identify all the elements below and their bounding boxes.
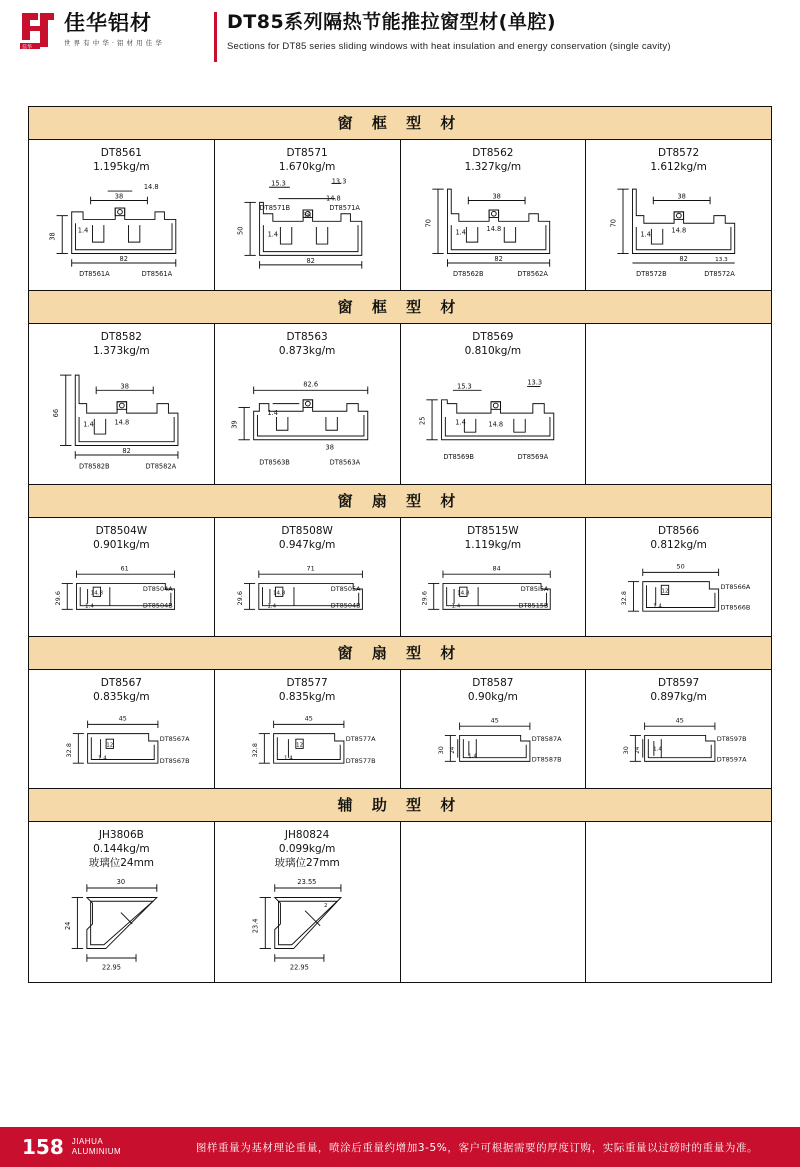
dim-label: 12 — [106, 742, 114, 749]
profile-cell-empty — [401, 822, 587, 982]
part-label: DT8587A — [531, 735, 562, 744]
profile-drawing — [219, 358, 396, 474]
profile-cell-dt8504w[interactable] — [29, 518, 215, 636]
profile-drawing — [219, 704, 396, 778]
profile-cell-dt8577[interactable] — [215, 670, 401, 788]
footer-brand — [0, 1127, 168, 1167]
part-label: DT8587B — [531, 755, 562, 764]
profile-cell-dt8571[interactable] — [215, 140, 401, 290]
section-band-3: 窗 扇 型 材 — [29, 485, 771, 518]
dim-label: 39 — [230, 420, 239, 430]
profile-drawing — [33, 871, 210, 975]
dim-label: 14.8 — [456, 590, 469, 597]
profile-code: DT8504W — [95, 525, 148, 537]
profile-code: DT8597 — [658, 677, 700, 689]
part-label: DT8571B — [259, 204, 290, 213]
profile-cell-dt8582[interactable] — [29, 324, 215, 484]
part-label: DT8515B — [518, 601, 548, 610]
dim-label: 71 — [306, 564, 315, 573]
table-row — [29, 822, 771, 982]
profile-cell-dt8566[interactable] — [586, 518, 771, 636]
part-label: DT85I5A — [520, 585, 548, 594]
profile-weight: 1.195kg/m — [93, 161, 150, 174]
dim-label: 61 — [120, 564, 129, 573]
profile-drawing — [33, 174, 210, 280]
svg-text:佳华: 佳华 — [22, 44, 33, 50]
part-label: DT8504B — [142, 601, 173, 610]
profile-cell-jh80824[interactable] — [215, 822, 401, 982]
dim-label: 1.4 — [267, 230, 278, 239]
dim-label: 45 — [490, 716, 499, 725]
dim-label: 1.4 — [454, 228, 466, 237]
dim-label: 24 — [63, 921, 72, 930]
profile-note: 玻璃位27mm — [274, 857, 340, 870]
profile-code: DT8508W — [281, 525, 333, 537]
dim-label: 15.3 — [270, 179, 286, 188]
profile-weight: 1.612kg/m — [650, 161, 707, 174]
dim-label: 13.3 — [526, 378, 542, 387]
profile-weight: 0.099kg/m — [278, 843, 336, 856]
dim-label: 23.55 — [297, 877, 317, 886]
dim-label: 38 — [48, 232, 57, 242]
dim-label: 22.95 — [289, 962, 309, 971]
profile-weight: 0.835kg/m — [278, 691, 336, 704]
dim-label: 45 — [118, 714, 127, 723]
dim-label: 1.4 — [653, 746, 663, 753]
profile-cell-dt8587[interactable] — [401, 670, 587, 788]
part-label: DT8582B — [78, 462, 110, 471]
part-label: DT8571A — [329, 204, 360, 213]
dim-label: 45 — [675, 716, 685, 725]
profile-cell-dt8597[interactable] — [586, 670, 771, 788]
brand-logo — [18, 10, 210, 50]
dim-label: 14.8 — [487, 420, 503, 429]
part-label: DT8577A — [345, 735, 376, 744]
dim-label: 24 — [635, 747, 642, 755]
dim-label: 82 — [119, 255, 128, 264]
dim-label: 38 — [120, 382, 129, 391]
logo-chinese-name: 佳华铝材 — [64, 11, 152, 35]
dim-label: 29.6 — [53, 591, 62, 606]
dim-label: 38 — [302, 211, 311, 220]
profile-drawing — [405, 358, 582, 474]
profile-weight: 0.90kg/m — [467, 691, 518, 704]
profile-weight: 1.670kg/m — [278, 161, 336, 174]
footer-brand-line2: ALUMINIUM — [71, 1147, 122, 1156]
logo-tagline: 世 界 有 中 华 · 铝 材 用 佳 华 — [64, 39, 163, 47]
profile-weight: 0.947kg/m — [278, 539, 336, 552]
part-label: DT8569A — [517, 453, 548, 462]
profile-code: DT8515W — [467, 525, 519, 537]
profile-cell-dt8508w[interactable] — [215, 518, 401, 636]
part-label: DT8562B — [452, 270, 484, 279]
page-header — [0, 0, 800, 72]
part-label: DT8597B — [717, 735, 747, 744]
dim-label: 82 — [306, 257, 315, 266]
profile-code: JH80824 — [284, 829, 330, 841]
profile-code: DT8563 — [286, 331, 328, 343]
profile-code: DT8562 — [472, 147, 514, 159]
part-label: DT8572B — [636, 270, 667, 279]
profile-weight: 0.835kg/m — [93, 691, 150, 704]
profile-weight: 0.873kg/m — [278, 345, 336, 358]
profile-cell-dt8561[interactable] — [29, 140, 215, 290]
part-label: DT8563B — [259, 458, 290, 467]
dim-label: 23.4 — [251, 917, 260, 933]
profile-drawing — [405, 704, 582, 778]
part-label: DT8572A — [704, 270, 736, 279]
profile-cell-dt8567[interactable] — [29, 670, 215, 788]
profile-code: DT8582 — [100, 331, 142, 343]
profile-code: DT8566 — [658, 525, 700, 537]
profile-drawing — [405, 552, 582, 626]
table-row — [29, 518, 771, 637]
dim-label: 1.4 — [454, 418, 466, 427]
part-label: DT8597A — [717, 755, 747, 764]
profile-code: JH3806B — [98, 829, 144, 841]
dim-label: 14.8 — [114, 418, 130, 427]
part-label: DT8567B — [159, 757, 190, 766]
profile-weight: 1.373kg/m — [93, 345, 150, 358]
profile-weight: 1.327kg/m — [464, 161, 522, 174]
header-divider — [214, 12, 217, 62]
profile-note: 玻璃位24mm — [88, 857, 155, 870]
dim-label: 30 — [436, 746, 445, 755]
dim-label: 1.4 — [467, 753, 477, 760]
dim-label: 1.4 — [83, 420, 94, 429]
dim-label: 50 — [676, 562, 686, 571]
dim-label: 22.95 — [101, 962, 121, 971]
part-label: DT8577B — [345, 757, 376, 766]
part-label: DT8505A — [330, 585, 361, 594]
dim-label: 82 — [122, 447, 131, 456]
dim-label: 70 — [609, 219, 618, 228]
profile-code: DT8571 — [286, 147, 328, 159]
profile-weight: 0.901kg/m — [93, 539, 150, 552]
dim-label: 38 — [491, 192, 501, 201]
page-footer — [0, 1127, 800, 1167]
profile-code: DT8569 — [472, 331, 514, 343]
profile-drawing — [219, 871, 396, 975]
section-band-2: 窗 框 型 材 — [29, 291, 771, 324]
dim-label: 1.4 — [640, 230, 652, 239]
table-row — [29, 324, 771, 485]
jiahua-logo-icon — [18, 10, 58, 50]
dim-label: 82 — [493, 255, 503, 264]
page-subtitle: Sections for DT85 series sliding windows with heat insulation and energy conservation (single cavity) — [227, 40, 671, 52]
table-row — [29, 140, 771, 291]
dim-label: 1.4 — [267, 409, 278, 418]
profile-cell-dt8563[interactable] — [215, 324, 401, 484]
footer-note: 图样重量为基材理论重量，喷涂后重量约增加3-5%，客户可根据需要的厚度订购，实际重量以过磅时的重量为准。 — [168, 1127, 800, 1167]
dim-label: 12 — [295, 742, 303, 749]
dim-label: 82 — [679, 255, 689, 264]
profile-cell-jh3806b[interactable] — [29, 822, 215, 982]
profile-code: DT8572 — [658, 147, 700, 159]
profile-drawing — [219, 174, 396, 280]
dim-label: 32.8 — [250, 743, 259, 758]
dim-label: 13.3 — [331, 177, 347, 186]
section-band-5: 辅 助 型 材 — [29, 789, 771, 822]
dim-label: 45 — [304, 714, 313, 723]
dim-label: 1.4 — [85, 603, 94, 610]
profile-drawing — [219, 552, 396, 626]
part-label: DT8566B — [720, 603, 751, 612]
profile-table — [28, 106, 772, 983]
dim-label: 32.8 — [64, 743, 73, 758]
profile-code: DT8567 — [100, 677, 142, 689]
dim-label: 14.8 — [325, 194, 341, 203]
dim-label: 12 — [661, 589, 669, 596]
profile-cell-empty — [586, 822, 771, 982]
profile-weight: 0.144kg/m — [93, 843, 150, 856]
footer-brand-line1: JIAHUA — [71, 1137, 104, 1146]
part-label: DT8569B — [442, 453, 474, 462]
page-number: 158 — [22, 1135, 64, 1159]
dim-label: 14.8 — [90, 590, 104, 597]
dim-label: 82.6 — [303, 380, 318, 389]
profile-drawing — [33, 704, 210, 778]
profile-cell-dt8515w[interactable] — [401, 518, 587, 636]
dim-label: 15.3 — [456, 382, 472, 391]
profile-drawing — [33, 552, 210, 626]
dim-label: 1.4 — [653, 603, 663, 610]
profile-cell-dt8569[interactable] — [401, 324, 587, 484]
part-label: DT8561A — [141, 270, 173, 279]
dim-label: 1.4 — [97, 755, 107, 762]
part-label: DT8561A — [79, 270, 110, 279]
dim-label: 66 — [52, 409, 61, 418]
profile-drawing — [590, 552, 767, 626]
profile-code: DT8577 — [286, 677, 328, 689]
dim-label: 1.4 — [267, 603, 276, 610]
profile-weight: 0.897kg/m — [650, 691, 707, 704]
dim-label: 50 — [236, 226, 245, 236]
dim-label: 30 — [622, 746, 631, 755]
dim-label: 14.8 — [671, 227, 687, 236]
dim-label: 2 — [323, 902, 328, 909]
profile-cell-empty — [586, 324, 771, 484]
dim-label: 38 — [325, 443, 334, 452]
part-label: DT8504A — [142, 585, 173, 594]
profile-cell-dt8562[interactable] — [401, 140, 587, 290]
dim-label: 14.8 — [272, 590, 286, 597]
part-label: DT8567A — [159, 735, 190, 744]
profile-drawing — [590, 174, 767, 280]
part-label: DT8563A — [329, 458, 360, 467]
dim-label: 25 — [417, 416, 426, 426]
section-band-4: 窗 扇 型 材 — [29, 637, 771, 670]
profile-code: DT8587 — [472, 677, 514, 689]
dim-label: 14.8 — [143, 183, 159, 192]
dim-label: 38 — [114, 192, 124, 201]
dim-label: 1.4 — [77, 227, 89, 236]
dim-label: 29.6 — [419, 591, 428, 606]
profile-weight: 0.812kg/m — [650, 539, 707, 552]
part-label: DT8504B — [330, 601, 361, 610]
dim-label: 13.3 — [715, 257, 728, 264]
part-label: DT8562A — [516, 270, 548, 279]
dim-label: 14.8 — [485, 225, 501, 234]
dim-label: 32.8 — [620, 591, 629, 606]
profile-code: DT8561 — [100, 147, 142, 159]
section-band-1: 窗 框 型 材 — [29, 107, 771, 140]
dim-label: 38 — [677, 192, 687, 201]
dim-label: 29.6 — [235, 591, 244, 606]
dim-label: 1.4 — [450, 603, 460, 610]
part-label: DT8566A — [720, 583, 751, 592]
dim-label: 70 — [423, 219, 432, 228]
profile-cell-dt8572[interactable] — [586, 140, 771, 290]
profile-weight: 0.810kg/m — [464, 345, 522, 358]
profile-drawing — [33, 358, 210, 474]
profile-drawing — [590, 704, 767, 778]
profile-weight: 1.119kg/m — [464, 539, 522, 552]
dim-label: 1.4 — [283, 755, 293, 762]
profile-drawing — [405, 174, 582, 280]
part-label: DT8582A — [145, 462, 177, 471]
dim-label: 24 — [449, 747, 456, 755]
dim-label: 30 — [116, 877, 126, 886]
page-title: DT85系列隔热节能推拉窗型材(单腔) — [227, 11, 557, 33]
table-row — [29, 670, 771, 789]
dim-label: 84 — [491, 564, 501, 573]
